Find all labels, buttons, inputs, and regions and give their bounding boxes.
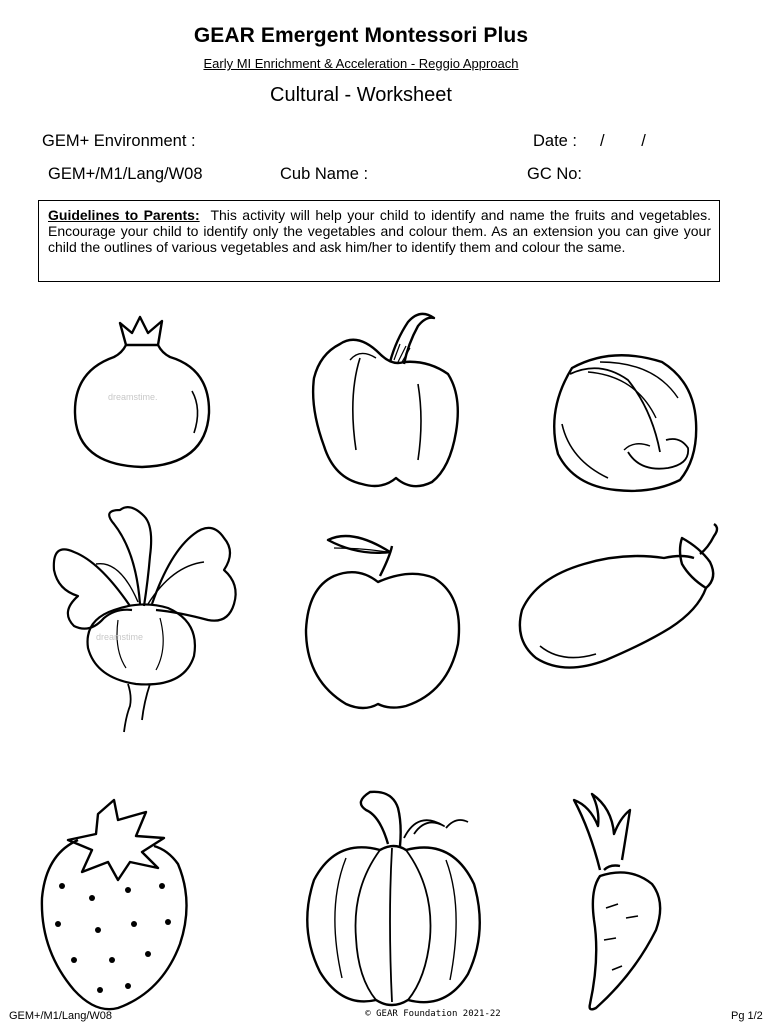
guidelines-box: [38, 200, 720, 282]
footer-copyright: © GEAR Foundation 2021-22: [365, 1009, 501, 1019]
document-title: GEAR Emergent Montessori Plus: [193, 24, 529, 47]
footer-code: GEM+/M1/Lang/W08: [9, 1010, 113, 1022]
watermark-text: dreamstime.: [108, 392, 158, 402]
gc-number-label: GC No:: [527, 165, 583, 183]
worksheet-code: GEM+/M1/Lang/W08: [48, 165, 203, 183]
bell-pepper-image: [300, 300, 468, 490]
worksheet-title: Cultural - Worksheet: [270, 84, 452, 106]
document-subtitle: Early MI Enrichment & Acceleration - Reggio Approach: [203, 56, 519, 71]
turnip-image: [44, 500, 244, 752]
apple-image: [298, 530, 476, 716]
guidelines-label: Guidelines to Parents:: [48, 207, 200, 223]
pumpkin-image: [296, 788, 492, 1020]
environment-label: GEM+ Environment :: [42, 132, 196, 150]
date-label: Date : / /: [533, 132, 646, 150]
carrot-image: [560, 790, 750, 1018]
pomegranate-image: [52, 305, 234, 485]
cub-name-label: Cub Name :: [280, 165, 369, 183]
strawberry-image: [18, 794, 206, 1020]
cabbage-image: [540, 340, 700, 498]
guidelines-text: This activity will help your child to identify and name the fruits and vegetables. Encourage your child to identify only the vegetables and colour them. As an extension you can give your child the outlines of various vegetables and ask him/her to identify them and colour the same.: [48, 207, 712, 255]
eggplant-image: [514, 518, 724, 688]
footer-page-number: Pg 1/2: [731, 1010, 763, 1022]
watermark-text: dreamstime: [96, 632, 144, 642]
